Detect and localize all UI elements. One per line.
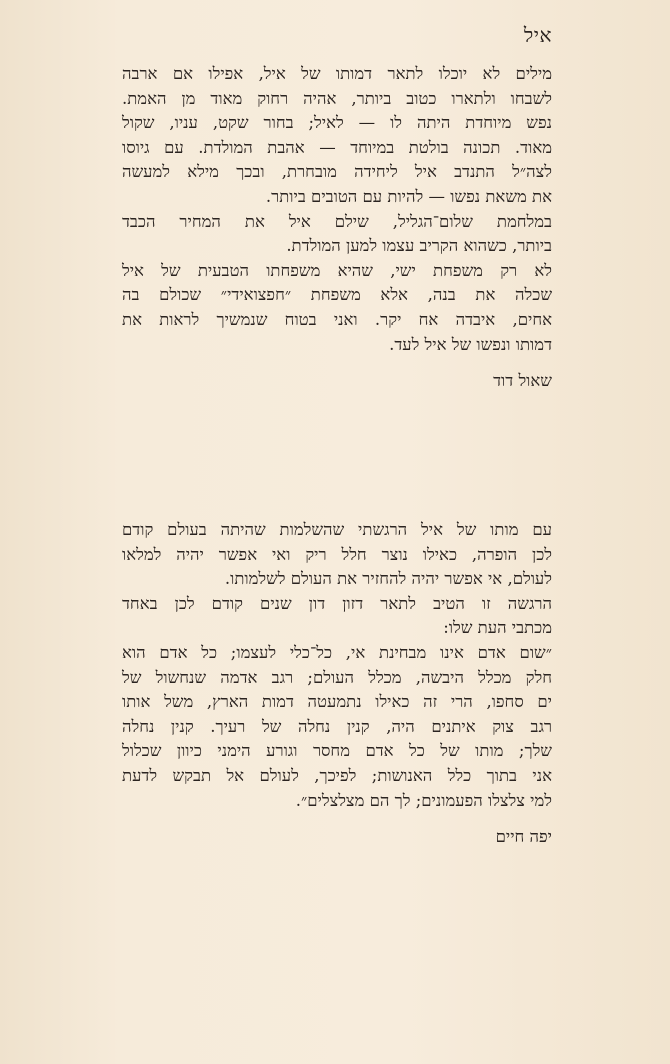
text-line: מאוד. תכונה בולטת במיוחד — אהבת המולדת. עם גיוסו bbox=[122, 137, 552, 157]
text-line: דמותו ונפשו של איל לעד. bbox=[389, 334, 552, 354]
text-line: אני בתוך כלל האנושות; לפיכך, לעולם אל תבקש לדעת bbox=[122, 765, 552, 785]
text-line: לצה״ל התנדב איל ליחידה מובחרת, ובכך מילא למעשה bbox=[122, 162, 552, 182]
text-line: ים סחפו, הרי זה כאילו נתמעטה דמות הארץ, משל אותו bbox=[122, 692, 552, 712]
text-line: מילים לא יוכלו לתאר דמותו של איל, אפילו אם ארבה bbox=[122, 64, 552, 83]
text-line: לא רק משפחת ישי, שהיא משפחתו הטבעית של איל bbox=[122, 260, 552, 280]
text-line: רגב צוק איתנים היה, קנין נחלה של רעיך. קנין נחלה bbox=[122, 716, 552, 736]
text-line: שכלה את בנה, אלא משפחת ״חפצואידי״ שכולם בה bbox=[122, 285, 552, 305]
text-line: ביותר, כשהוא הקריב עצמו למען המולדת. bbox=[286, 236, 552, 256]
text-line: ״שום אדם אינו מבחינת אי, כל־כלי לעצמו; כל אדם הוא bbox=[122, 642, 552, 662]
text-line: עם מותו של איל הרגשתי שהשלמות שהיתה בעולם קודם bbox=[122, 520, 552, 539]
text-line: למי צלצלו הפעמונים; לך הם מצלצלים״. bbox=[295, 790, 552, 810]
text-line: מכתבי העת שלו: bbox=[443, 618, 552, 638]
signature-2: יפה חיים bbox=[495, 827, 552, 846]
text-line: לעולם, אי אפשר יהיה להחזיר את העולם לשלמותו. bbox=[224, 569, 552, 589]
text-line: לשבחו ולתארו כטוב ביותר, אהיה רחוק מאוד מן האמת. bbox=[122, 88, 552, 108]
text-line: את משאת נפשו — להיות עם הטובים ביותר. bbox=[265, 186, 552, 206]
text-line: במלחמת שלום־הגליל, שילם איל את המחיר הכבד bbox=[122, 211, 552, 231]
text-line: לכן הופרה, כאילו נוצר חלל ריק ואי אפשר יהיה למלאו bbox=[122, 544, 552, 564]
page-heading: איל bbox=[523, 23, 552, 47]
text-line: שלך; מותו של כל אדם מחסר וגורע הימני כיוון שכלול bbox=[122, 741, 552, 761]
text-line: הרגשה זו הטיב לתאר דזון דון שנים קודם לכן באחד bbox=[122, 593, 552, 613]
text-line: אחים, איבדה אח יקר. ואני בטוח שנמשיך לראות את bbox=[122, 309, 552, 329]
tribute-text-1 bbox=[122, 62, 552, 357]
tribute-text-2 bbox=[122, 518, 552, 813]
text-line: נפש מיוחדת היתה לו — לאיל; בחור שקט, עניו, שקול bbox=[122, 113, 552, 133]
text-line: חלק מכלל היבשה, מכלל העולם; רגב אדמה שנחשול של bbox=[122, 667, 552, 687]
signature-1: שאול דוד bbox=[493, 371, 552, 390]
